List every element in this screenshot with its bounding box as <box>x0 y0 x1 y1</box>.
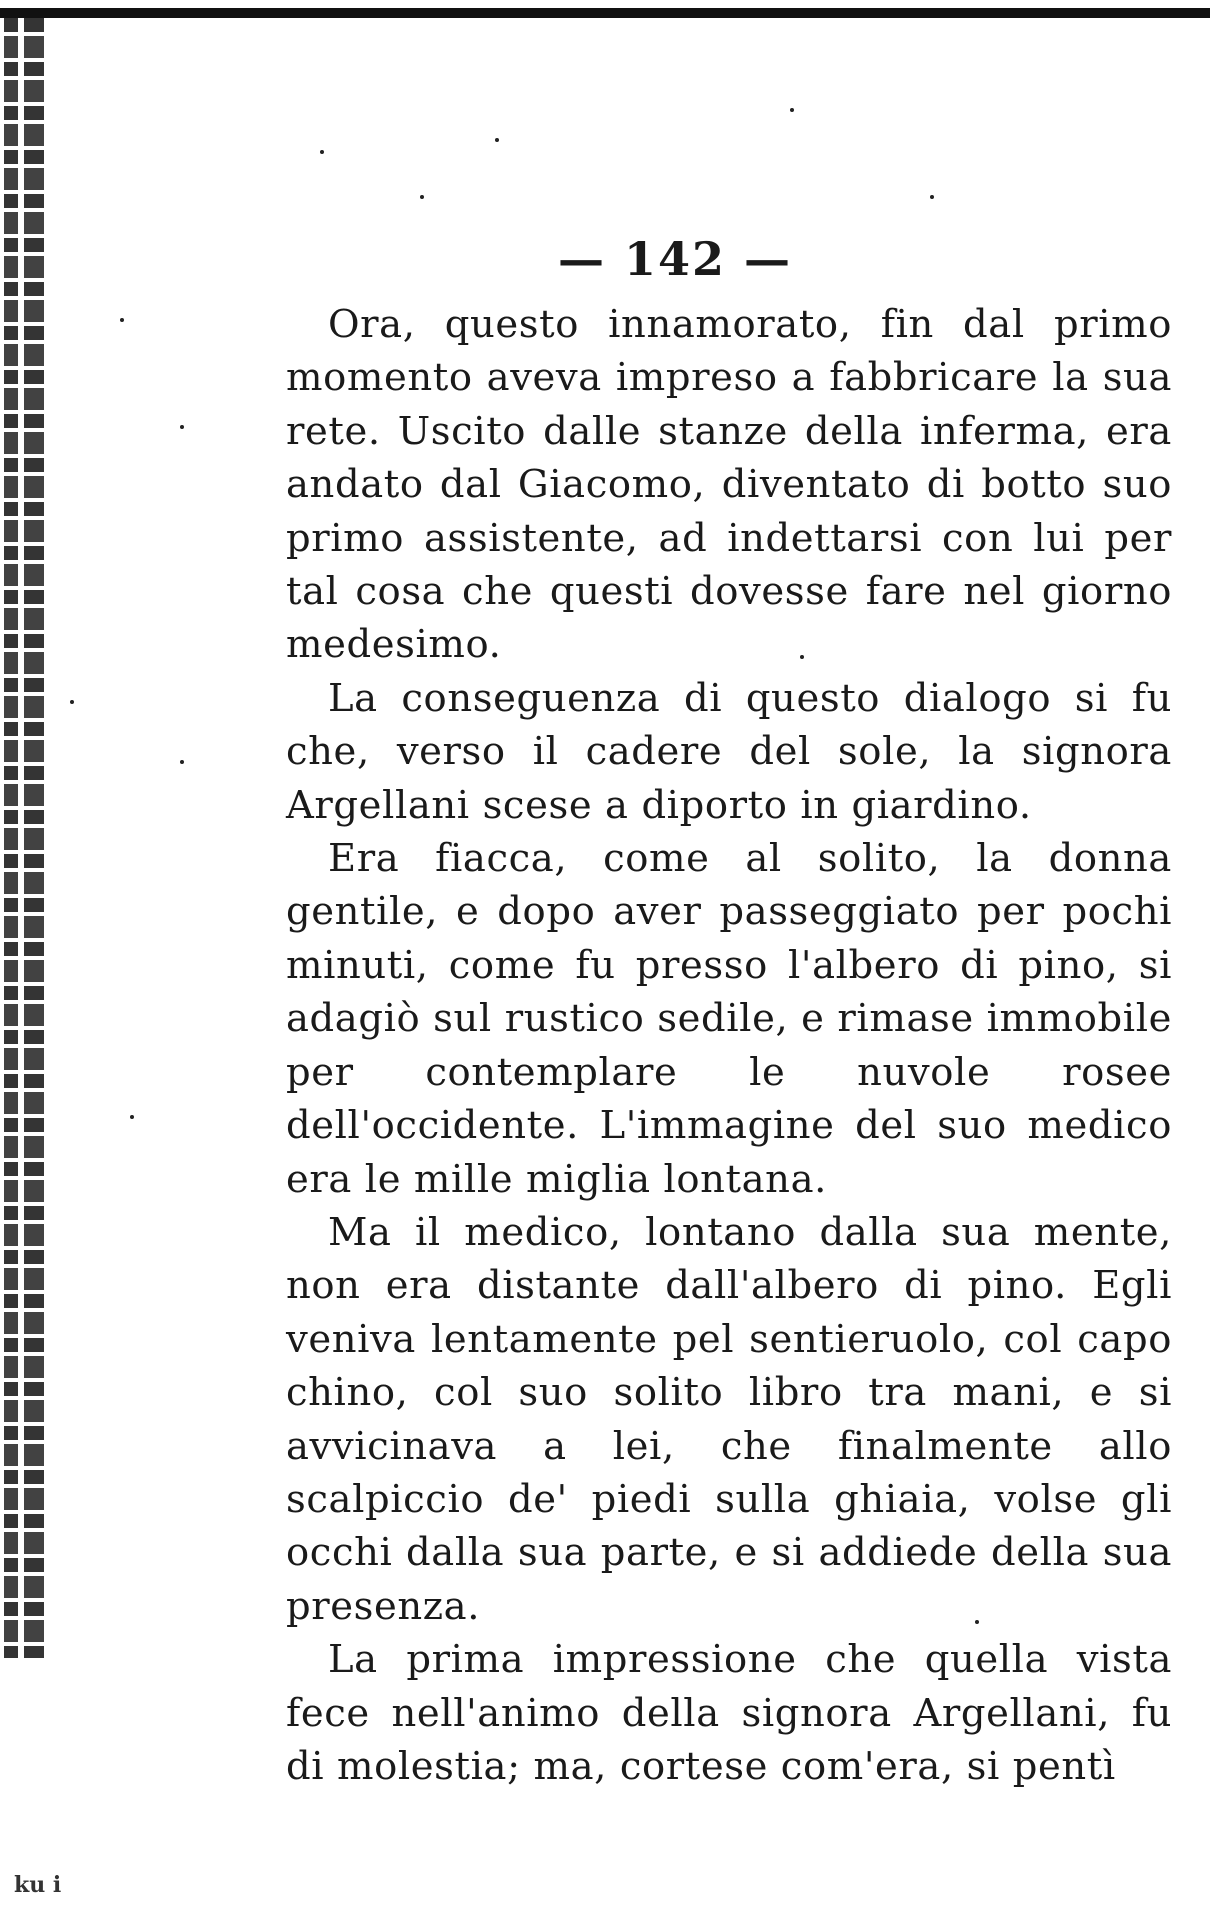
speck <box>930 195 934 199</box>
speck <box>120 318 124 322</box>
speck <box>130 1115 134 1119</box>
body-text <box>286 298 1172 1793</box>
speck <box>180 760 184 764</box>
corner-mark: ku i <box>14 1872 62 1898</box>
speck <box>495 138 499 142</box>
paragraph-2: La conseguenza di questo dialogo si fu che, verso il cadere del sole, la signora Argellani scese a diporto in giardino. <box>286 675 1172 828</box>
paragraph-1: Ora, questo innamorato, fin dal primo momento aveva impreso a fabbricare la sua rete. Uscito dalle stanze della inferma, era andato dal Giacomo, diventato di botto suo primo assistente, ad indettarsi con lui per tal cosa che questi dovesse fare nel giorno medesimo. <box>286 302 1172 668</box>
speck <box>790 108 794 112</box>
speck <box>180 425 184 429</box>
paragraph-3: Era fiacca, come al solito, la donna gentile, e dopo aver passeggiato per pochi minuti, come fu presso l'albero di pino, si adagiò sul rustico sedile, e rimase immobile per contemplare le nuvole rosee dell'occidente. L'immagine del suo medico era le mille miglia lontana. <box>286 836 1172 1202</box>
speck <box>420 195 424 199</box>
paragraph-5: La prima impressione che quella vista fece nell'animo della signora Argellani, fu di molestia; ma, cortese com'era, si pentì <box>286 1637 1172 1789</box>
speck <box>320 150 324 154</box>
page-number: — 142 — <box>557 232 793 286</box>
paragraph-4: Ma il medico, lontano dalla sua mente, non era distante dall'albero di pino. Egli veniva lentamente pel sentieruolo, col capo chino, col suo solito libro tra mani, e si avvicinava a lei, che finalmente allo scalpiccio de' piedi sulla ghiaia, volse gli occhi dalla sua parte, e si addiede della sua presenza. <box>286 1209 1172 1629</box>
speck <box>70 700 74 704</box>
